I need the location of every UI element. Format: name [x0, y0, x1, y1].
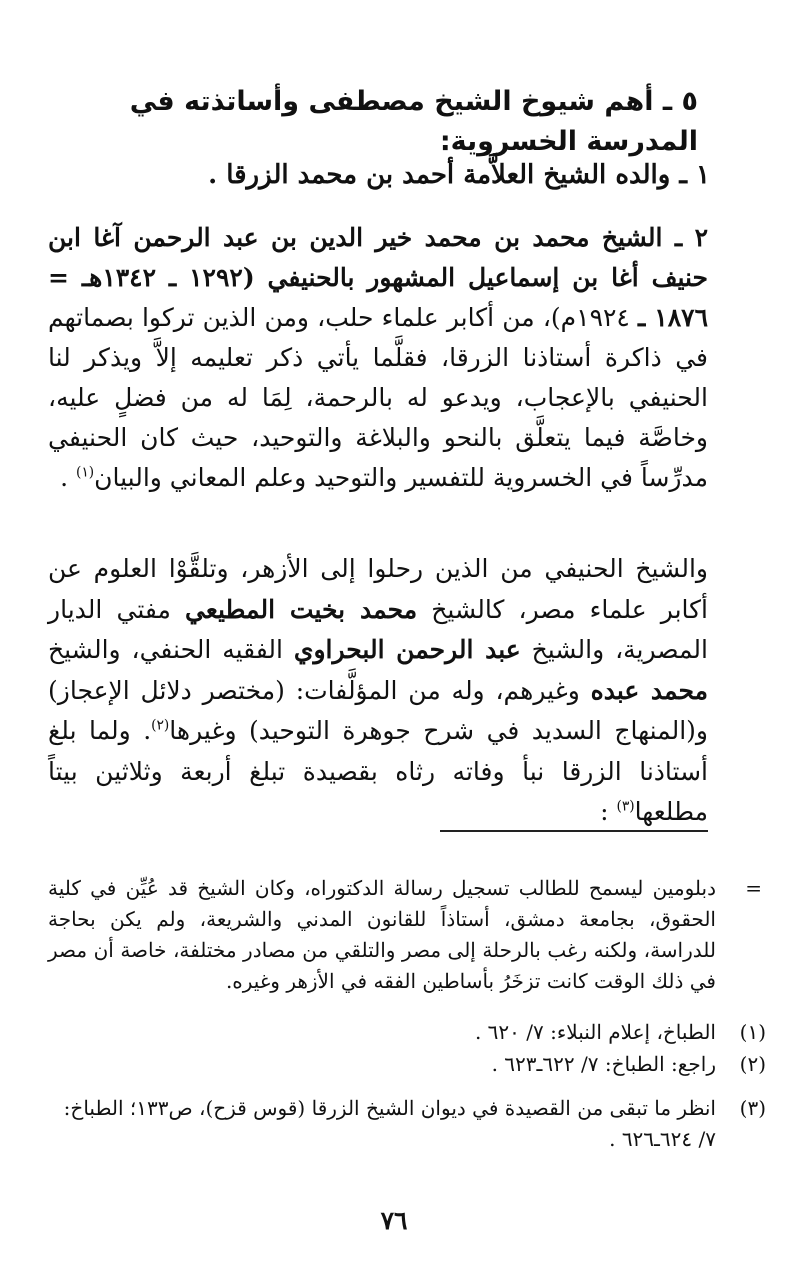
- footnote-text: انظر ما تبقى من القصيدة في ديوان الشيخ الزرقا (قوس قزح)، ص١٣٣؛ الطباخ: ٧/ ٦٢٤ـ٦٢٦ .: [63, 1096, 716, 1151]
- page-number: ٧٦: [380, 1206, 408, 1235]
- footnote-continuation-text: دبلومين ليسمح للطالب تسجيل رسالة الدكتوراه، وكان الشيخ قد عُيِّن في كلية الحقوق، بجامعة دمشق، أستاذاً للقانون المدني والشريعة، ولم يكن بحاجة للدراسة، ولكنه رغب بالرحلة إلى مصر والتلقي من مصادر مختلفة، خاصة أن مصر في ذلك الوقت كانت تزخَرُ بأساطين الفقه في الأزهر وغيره.: [48, 876, 716, 993]
- footnote-number: (١): [739, 1020, 766, 1044]
- footnote-ref-3: (٣): [616, 798, 635, 815]
- paragraph-text: :: [600, 797, 617, 826]
- teacher-2-text: ١٩٢٤م)، من أكابر علماء حلب، ومن الذين تركوا بصماتهم في ذاكرة أستاذنا الزرقا، فقلَّما يأتي ذكر تعليمه إلاَّ ويذكر لنا الحنيفي بالإعجاب، ويدعو له بالرحمة، لِمَا له من فضلٍ عليه، وخاصَّة فيما يتعلَّق بالنحو والبلاغة والتوحيد، حيث كان الحنيفي مدرِّساً في الخسروية للتفسير والتوحيد وعلم المعاني والبيان: [48, 303, 708, 492]
- footnote-1: [48, 1017, 766, 1048]
- footnote-number: (٣): [739, 1096, 766, 1120]
- teacher-2-end: .: [60, 463, 77, 492]
- footnote-ref-2: (٢): [151, 717, 170, 734]
- name-abduh: محمد عبده: [590, 675, 708, 705]
- teacher-1: ١ ـ والده الشيخ العلاَّمة أحمد بن محمد الزرقا .: [208, 160, 710, 190]
- section-heading: ٥ ـ أهم شيوخ الشيخ مصطفى وأساتذته في المدرسة الخسروية:: [129, 86, 698, 157]
- footnote-divider: [440, 830, 708, 832]
- continuation-mark: =: [745, 876, 762, 900]
- name-mutii: محمد بخيت المطيعي: [185, 594, 418, 624]
- name-bahrawi: عبد الرحمن البحراوي: [293, 635, 521, 664]
- paragraph-text: والشيخ الحنيفي من الذين رحلوا إلى الأزهر، وتلقَّوْا العلوم عن أكابر علماء مصر، كالشيخ: [48, 554, 708, 624]
- hanifi-paragraph: [48, 549, 708, 833]
- paragraph-text: الفقيه الحنفي، والشيخ: [48, 635, 294, 664]
- teacher-2-paragraph: [48, 218, 708, 498]
- footnote-text: راجع: الطباخ: ٧/ ٦٢٢ـ٦٢٣ .: [491, 1052, 716, 1076]
- teacher-2-lead: ٢ ـ الشيخ محمد بن محمد خير الدين بن عبد الرحمن آغا ابن حنيف أغا بن إسماعيل المشهور بالحنيفي (١٢٩٢ ـ ١٣٤٢هـ = ١٨٧٦ ـ: [48, 223, 708, 332]
- footnote-number: (٢): [739, 1052, 766, 1076]
- paragraph-text: مفتي الديار المصرية، والشيخ: [48, 594, 709, 664]
- footnote-2: [48, 1049, 766, 1080]
- footnote-ref-1: (١): [76, 464, 95, 481]
- paragraph-text: . ولما بلغ أستاذنا الزرقا نبأ وفاته رثاه بقصيدة تبلغ أربعة وثلاثين بيتاً مطلعها: [48, 716, 708, 826]
- paragraph-text: وغيرهم، وله من المؤلَّفات: (مختصر دلائل الإعجاز) و(المنهاج السديد في شرح جوهرة التوحيد) وغيرها: [48, 675, 708, 745]
- footnote-text: الطباخ، إعلام النبلاء: ٧/ ٦٢٠ .: [474, 1020, 716, 1044]
- footnote-3: [48, 1093, 766, 1155]
- footnote-continuation: [48, 873, 762, 997]
